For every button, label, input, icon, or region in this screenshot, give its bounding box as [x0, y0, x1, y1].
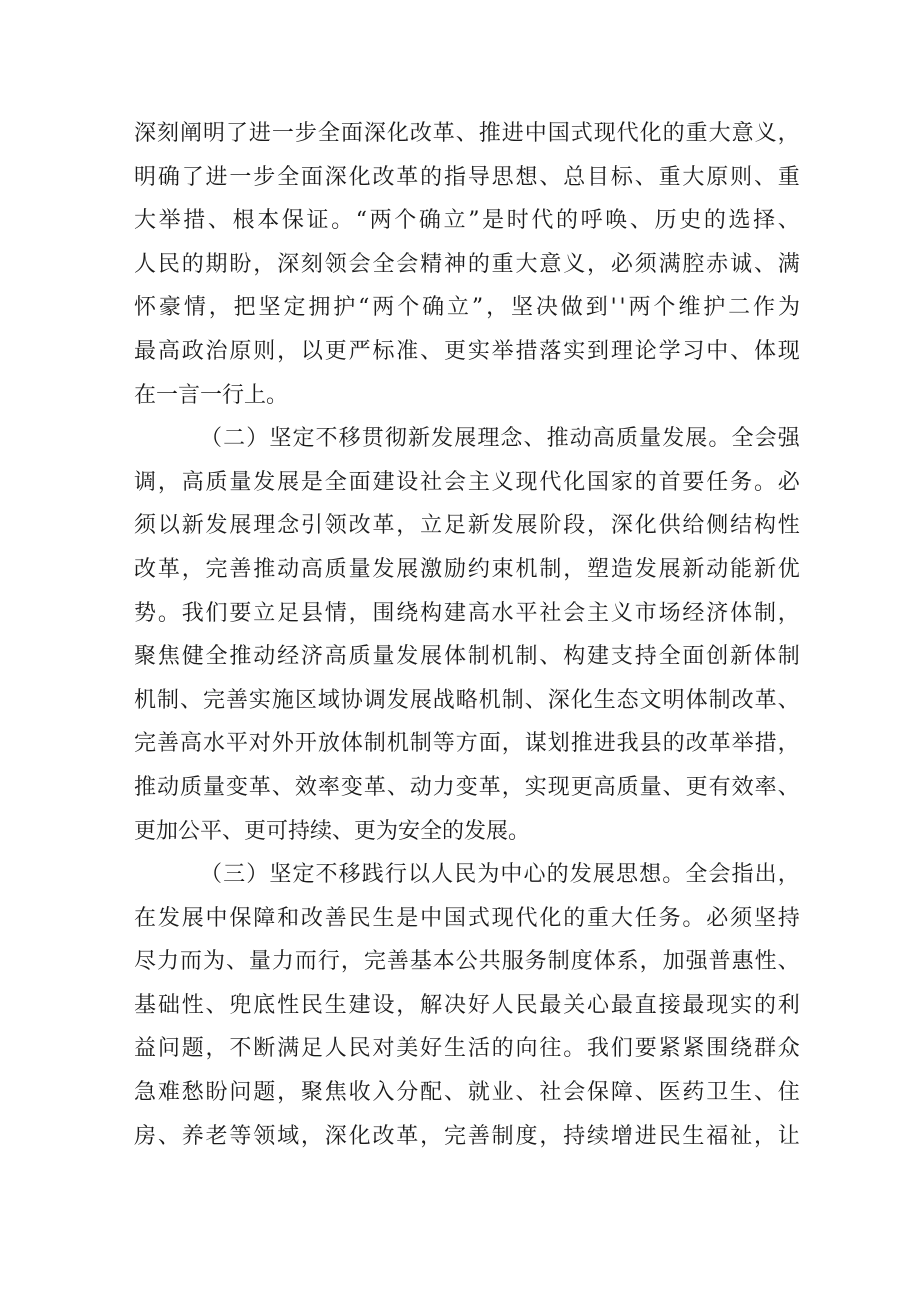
text-line: 在 发 展 中 保 障 和 改 善 民 生 是 中 国 式 现 代 化 的 重 大 任 务 。 必 须 坚 持: [134, 905, 800, 931]
text-line: 推 动 质 量 变 革 、 效 率 变 革 、 动 力 变 革 ， 实 现 更 高 质 量 、 更 有 效 率 、: [134, 774, 800, 800]
text-line: 最 高 政 治 原 则 ， 以 更 严 标 准 、 更 实 举 措 落 实 到 理 论 学 习 中 、 体 现: [134, 338, 800, 364]
text-line: 急 难 愁 盼 问 题 ， 聚 焦 收 入 分 配 、 就 业 、 社 会 保 障 、 医 药 卫 生 、 住: [134, 1080, 800, 1106]
body-text: [134, 112, 800, 1158]
text-line: 须 以 新 发 展 理 念 引 领 改 革 ， 立 足 新 发 展 阶 段 ， 深 化 供 给 侧 结 构 性: [134, 513, 800, 539]
text-line: （ 三 ） 坚 定 不 移 践 行 以 人 民 为 中 心 的 发 展 思 想 。 全 会 指 出 ，: [200, 862, 800, 888]
text-line: 势 。 我 们 要 立 足 县 情 ， 围 绕 构 建 高 水 平 社 会 主 义 市 场 经 济 体 制 ，: [134, 600, 800, 626]
text-line: 大 举 措 、 根 本 保 证 。 “ 两 个 确 立 ” 是 时 代 的 呼 唤 、 历 史 的 选 择 、: [134, 208, 800, 234]
text-line: 机 制 、 完 善 实 施 区 域 协 调 发 展 战 略 机 制 、 深 化 生 态 文 明 体 制 改 革 、: [134, 687, 800, 713]
text-line: 人 民 的 期 盼 ， 深 刻 领 会 全 会 精 神 的 重 大 意 义 ， 必 须 满 腔 赤 诚 、 满: [134, 251, 800, 277]
text-line: 怀 豪 情 ， 把 坚 定 拥 护 “ 两 个 确 立 ” ， 坚 决 做 到 ' ' 两 个 维 护 二 作 为: [134, 295, 800, 321]
text-line: 明 确 了 进 一 步 全 面 深 化 改 革 的 指 导 思 想 、 总 目 标 、 重 大 原 则 、 重: [134, 164, 800, 190]
text-line: 益 问 题 ， 不 断 满 足 人 民 对 美 好 生 活 的 向 往 。 我 们 要 紧 紧 围 绕 群 众: [134, 1036, 800, 1062]
text-line: 房 、 养 老 等 领 域 ， 深 化 改 革 ， 完 善 制 度 ， 持 续 增 进 民 生 福 祉 ， 让: [134, 1123, 800, 1149]
text-line: 更加公平、更可持续、更为安全的发展。: [134, 818, 531, 844]
text-line: （ 二 ） 坚 定 不 移 贯 彻 新 发 展 理 念 、 推 动 高 质 量 发 展 。 全 会 强: [200, 426, 800, 452]
text-line: 改 革 ， 完 善 推 动 高 质 量 发 展 激 励 约 束 机 制 ， 塑 造 发 展 新 动 能 新 优: [134, 556, 800, 582]
text-line: 完 善 高 水 平 对 外 开 放 体 制 机 制 等 方 面 ， 谋 划 推 进 我 县 的 改 革 举 措 ，: [134, 731, 800, 757]
text-line: 尽 力 而 为 、 量 力 而 行 ， 完 善 基 本 公 共 服 务 制 度 体 系 ， 加 强 普 惠 性 、: [134, 949, 800, 975]
text-line: 在一言一行上。: [134, 382, 289, 408]
text-line: 基 础 性 、 兜 底 性 民 生 建 设 ， 解 决 好 人 民 最 关 心 最 直 接 最 现 实 的 利: [134, 992, 800, 1018]
text-line: 深 刻 阐 明 了 进 一 步 全 面 深 化 改 革 、 推 进 中 国 式 现 代 化 的 重 大 意 义 ，: [134, 121, 800, 146]
text-line: 调 ， 高 质 量 发 展 是 全 面 建 设 社 会 主 义 现 代 化 国 家 的 首 要 任 务 。 必: [134, 469, 800, 495]
text-line: 聚 焦 健 全 推 动 经 济 高 质 量 发 展 体 制 机 制 、 构 建 支 持 全 面 创 新 体 制: [134, 644, 800, 670]
